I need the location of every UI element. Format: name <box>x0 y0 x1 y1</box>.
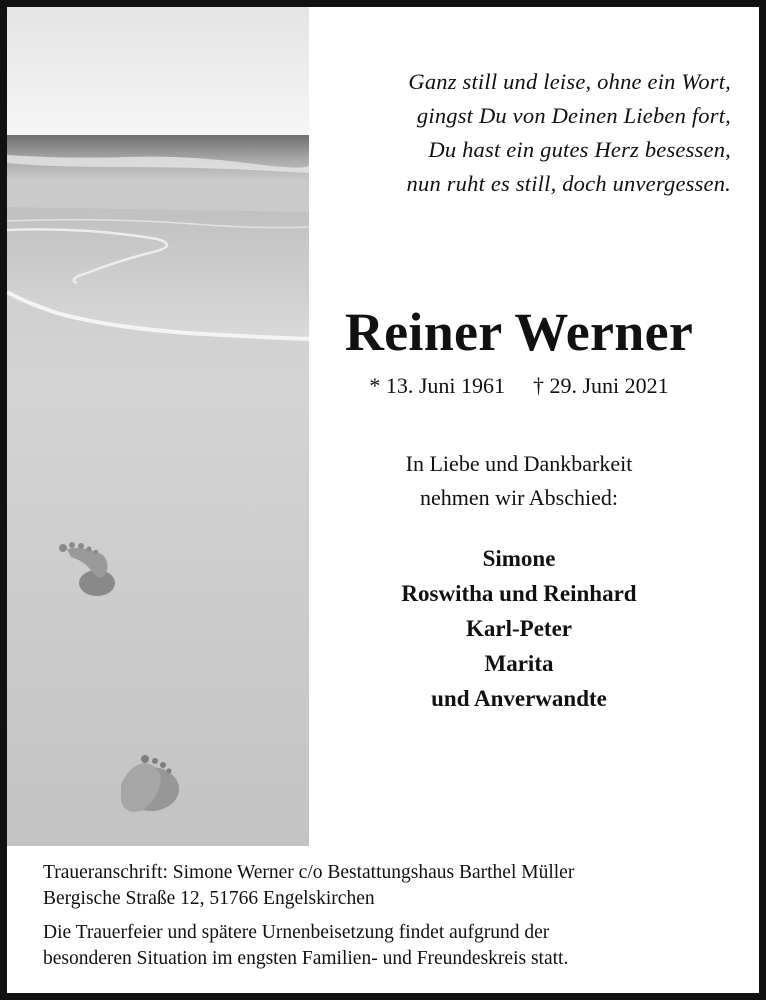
mourner: Karl-Peter <box>466 616 572 641</box>
life-dates <box>309 371 729 401</box>
beach-footprints-photo <box>7 7 309 846</box>
notice-line: Die Trauerfeier und spätere Urnenbeisetzung findet aufgrund der <box>43 922 550 943</box>
mourner: Simone <box>482 546 556 571</box>
intro-line: nehmen wir Abschied: <box>420 485 618 510</box>
poem-line: Du hast ein gutes Herz besessen, <box>428 137 731 162</box>
farewell-intro <box>309 447 729 515</box>
mourning-address <box>43 860 574 912</box>
address-line: Bergische Straße 12, 51766 Engelskirchen <box>43 888 375 909</box>
poem-line: Ganz still und leise, ohne ein Wort, <box>408 69 731 94</box>
poem <box>407 65 731 201</box>
obituary-text-panel <box>309 7 759 846</box>
footer-info <box>7 846 759 1000</box>
birth-date: * 13. Juni 1961 <box>369 373 505 398</box>
death-date: † 29. Juni 2021 <box>533 373 669 398</box>
mourners-list <box>309 541 729 716</box>
funeral-notice <box>43 920 568 972</box>
mourner: und Anverwandte <box>431 686 607 711</box>
notice-line: besonderen Situation im engsten Familien- und Freundeskreis statt. <box>43 948 569 969</box>
address-line: Traueranschrift: Simone Werner c/o Bestattungshaus Barthel Müller <box>43 862 575 883</box>
poem-line: gingst Du von Deinen Lieben fort, <box>416 103 731 128</box>
intro-line: In Liebe und Dankbarkeit <box>405 451 633 476</box>
mourner: Roswitha und Reinhard <box>401 581 637 606</box>
mourner: Marita <box>484 651 554 676</box>
deceased-name: Reiner Werner <box>344 302 694 362</box>
poem-line: nun ruht es still, doch unvergessen. <box>406 171 731 196</box>
